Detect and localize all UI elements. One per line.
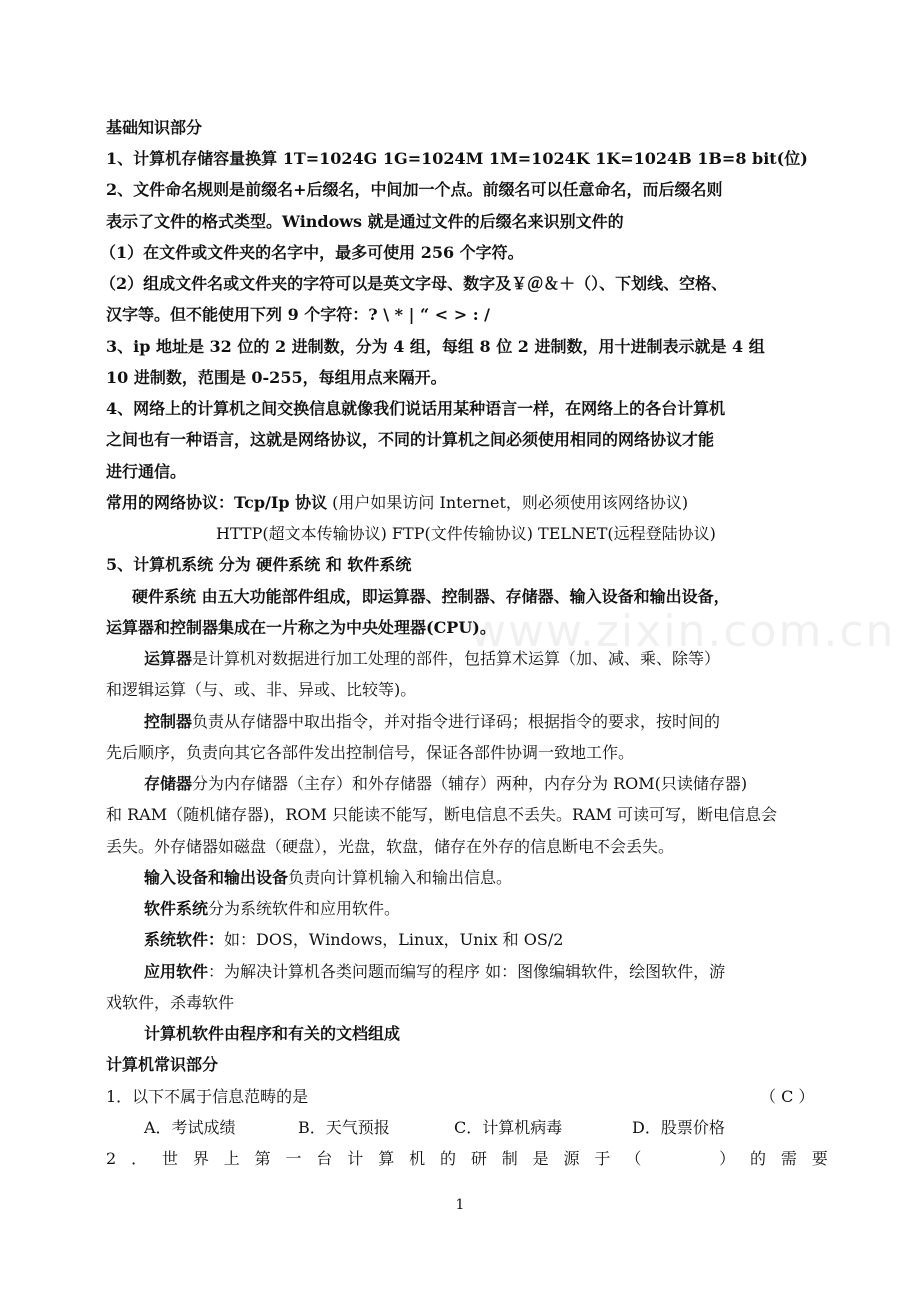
hardware-line-1: 硬件系统 由五大功能部件组成，即运算器、控制器、存储器、输入设备和输出设备， — [132, 587, 730, 606]
alu-line-2: 和逻辑运算（与、或、非、异或、比较等)。 — [106, 680, 417, 699]
item-1-storage-units: 1、计算机存储容量换算 1T=1024G 1G=1024M 1M=1024K 1K=1024B 1B=8 bit(位) — [106, 149, 808, 168]
item-2-sub-1: （1）在文件或文件夹的名字中，最多可使用 256 个字符。 — [100, 243, 524, 262]
protocols-note: (用户如果访问 Internet，则必须使用该网络协议) — [327, 493, 689, 512]
system-software-line — [144, 929, 563, 951]
page-number: 1 — [455, 1197, 465, 1213]
question-2-char: 一 — [285, 1149, 302, 1168]
question-2-char: 台 — [316, 1149, 333, 1168]
question-1-option-a: A．考试成绩 — [144, 1118, 236, 1137]
control-unit-line-1 — [144, 711, 720, 733]
question-1-answer: （ C ） — [760, 1087, 815, 1106]
question-2-char: 于 — [594, 1149, 611, 1168]
section-title-common-sense: 计算机常识部分 — [106, 1055, 219, 1074]
question-2-char: 计 — [347, 1149, 364, 1168]
application-software-desc-1: ：为解决计算机各类问题而编写的程序 如：图像编辑软件，绘图软件，游 — [208, 962, 726, 981]
question-1-options — [144, 1117, 725, 1139]
question-2-char: 机 — [409, 1149, 426, 1168]
protocols-line-2: HTTP(超文本传输协议) FTP(文件传输协议) TELNET(远程登陆协议) — [216, 524, 716, 543]
question-1-option-b: B．天气预报 — [298, 1118, 390, 1137]
question-2-char: （ — [625, 1149, 642, 1168]
question-2-char: 研 — [470, 1149, 487, 1168]
item-2-sub-2-line-1: （2）组成文件名或文件夹的字符可以是英文字母、数字及￥＠＆＋（）、下划线、空格、 — [100, 274, 728, 293]
question-2-char: 需 — [780, 1149, 797, 1168]
alu-line-1 — [144, 648, 720, 670]
application-software-line-2: 戏软件，杀毒软件 — [106, 993, 235, 1012]
question-2-char: 的 — [439, 1149, 456, 1168]
software-composition: 计算机软件由程序和有关的文档组成 — [144, 1024, 401, 1043]
io-devices-term: 输入设备和输出设备 — [144, 868, 289, 887]
control-unit-desc-1: 负责从存储器中取出指令，并对指令进行译码；根据指令的要求，按时间的 — [192, 712, 721, 731]
item-2-line-2: 表示了文件的格式类型。Windows 就是通过文件的后缀名来识别文件的 — [106, 212, 624, 231]
question-2-char: 源 — [563, 1149, 580, 1168]
question-2-char: 制 — [501, 1149, 518, 1168]
hardware-line-2: 运算器和控制器集成在一片称之为中央处理器(CPU)。 — [106, 618, 496, 637]
item-4-line-1: 4、网络上的计算机之间交换信息就像我们说话用某种语言一样，在网络上的各台计算机 — [106, 399, 726, 418]
protocols-line — [106, 492, 688, 514]
item-5-computer-system: 5、计算机系统 分为 硬件系统 和 软件系统 — [106, 555, 412, 574]
application-software-line-1 — [144, 961, 725, 983]
watermark: www.zixin.com.cn — [470, 606, 896, 657]
memory-line-2: 和 RAM（随机储存器)，ROM 只能读不能写，断电信息不丢失。RAM 可读可写，断电信息会 — [106, 805, 778, 824]
question-2-char: 2 — [106, 1149, 117, 1168]
software-system-term: 软件系统 — [144, 899, 209, 918]
item-2-sub-2-line-2: 汉字等。但不能使用下列 9 个字符：? \ * | “ < > : / — [106, 305, 491, 324]
question-2-char: 界 — [192, 1149, 209, 1168]
question-2-blank — [656, 1148, 704, 1170]
question-2-char: ． — [131, 1149, 148, 1168]
software-system-desc: 分为系统软件和应用软件。 — [208, 899, 401, 918]
system-software-term: 系统软件： — [144, 930, 225, 949]
question-2-line — [106, 1148, 828, 1170]
application-software-term: 应用软件 — [144, 962, 209, 981]
alu-term: 运算器 — [144, 649, 193, 668]
question-2-char: ） — [719, 1149, 736, 1168]
question-2-char: 是 — [532, 1149, 549, 1168]
io-devices-desc: 负责向计算机输入和输出信息。 — [288, 868, 513, 887]
section-title-basics: 基础知识部分 — [106, 118, 203, 137]
question-2-char: 的 — [749, 1149, 766, 1168]
io-devices-line — [144, 867, 512, 889]
question-2-char: 世 — [161, 1149, 178, 1168]
item-3-line-1: 3、ip 地址是 32 位的 2 进制数，分为 4 组，每组 8 位 2 进制数，用十进制表示就是 4 组 — [106, 337, 765, 356]
item-2-line-1: 2、文件命名规则是前缀名+后缀名，中间加一个点。前缀名可以任意命名，而后缀名则 — [106, 180, 723, 199]
memory-line-3: 丢失。外存储器如磁盘（硬盘），光盘，软盘，储存在外存的信息断电不会丢失。 — [106, 837, 675, 856]
question-2-char: 算 — [378, 1149, 395, 1168]
question-2-char: 上 — [223, 1149, 240, 1168]
question-1-option-c: C．计算机病毒 — [454, 1118, 563, 1137]
question-2-char: 第 — [254, 1149, 271, 1168]
software-system-line — [144, 898, 400, 920]
item-4-line-2: 之间也有一种语言，这就是网络协议，不同的计算机之间必须使用相同的网络协议才能 — [106, 430, 715, 449]
memory-desc-1: 分为内存储器（主存）和外存储器（辅存）两种，内存分为 ROM(只读储存器) — [192, 774, 748, 793]
control-unit-term: 控制器 — [144, 712, 193, 731]
memory-term: 存储器 — [144, 774, 193, 793]
question-1-text: 1．以下不属于信息范畴的是 — [106, 1087, 309, 1106]
alu-desc-1: 是计算机对数据进行加工处理的部件，包括算术运算（加、减、乘、除等） — [192, 649, 721, 668]
item-3-line-2: 10 进制数，范围是 0-255，每组用点来隔开。 — [106, 368, 447, 387]
question-1-option-d: D．股票价格 — [632, 1118, 725, 1137]
memory-line-1 — [144, 773, 747, 795]
question-2-char: 要 — [811, 1149, 828, 1168]
protocols-label: 常用的网络协议：Tcp/Ip 协议 — [106, 493, 328, 512]
system-software-desc: 如：DOS，Windows，Linux，Unix 和 OS/2 — [224, 930, 564, 949]
item-4-line-3: 进行通信。 — [106, 462, 187, 481]
control-unit-line-2: 先后顺序，负责向其它各部件发出控制信号，保证各部件协调一致地工作。 — [106, 743, 635, 762]
